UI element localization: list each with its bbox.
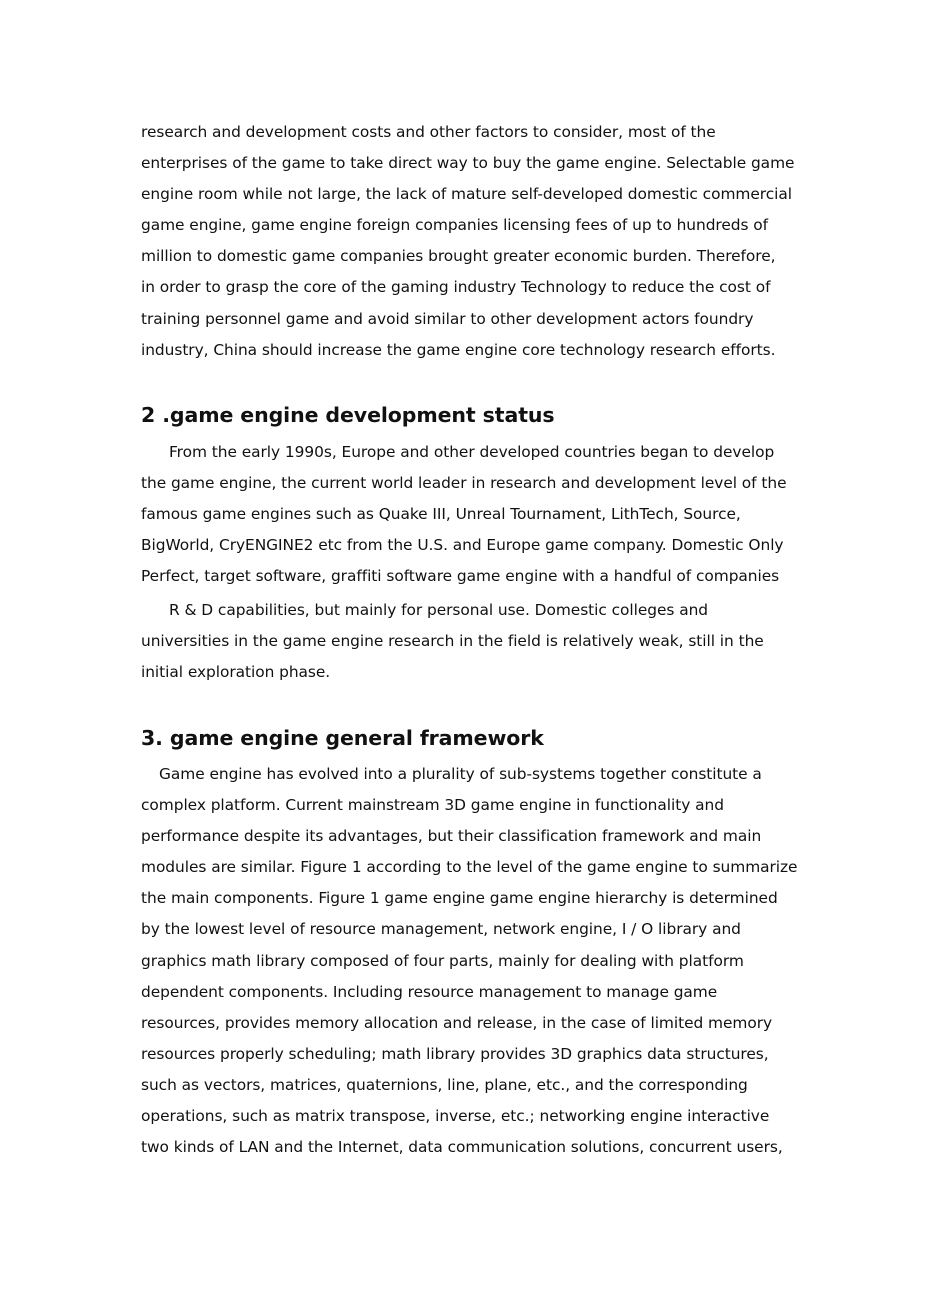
text-line: by the lowest level of resource management, network engine, I / O library and [141,920,741,938]
section-heading-general-framework: 3. game engine general framework [141,726,544,750]
text-line: initial exploration phase. [141,663,331,681]
text-line: From the early 1990s, Europe and other developed countries began to develop [169,443,775,461]
text-line: complex platform. Current mainstream 3D game engine in functionality and [141,796,724,814]
text-line: operations, such as matrix transpose, inverse, etc.; networking engine interactive [141,1107,770,1125]
text-line: training personnel game and avoid similar to other development actors foundry [141,310,754,328]
section-heading-development-status: 2 .game engine development status [141,403,555,427]
text-line: research and development costs and other factors to consider, most of the [141,123,716,141]
text-line: the game engine, the current world leader in research and development level of the [141,474,787,492]
text-line: the main components. Figure 1 game engine game engine hierarchy is determined [141,889,778,907]
text-line: two kinds of LAN and the Internet, data communication solutions, concurrent users, [141,1138,783,1156]
text-line: BigWorld, CryENGINE2 etc from the U.S. and Europe game company. Domestic Only [141,536,784,554]
text-line: performance despite its advantages, but their classification framework and main [141,827,762,845]
text-line: such as vectors, matrices, quaternions, line, plane, etc., and the corresponding [141,1076,748,1094]
text-line: Perfect, target software, graffiti software game engine with a handful of companies [141,567,780,585]
text-line: game engine, game engine foreign companies licensing fees of up to hundreds of [141,216,769,234]
text-line: million to domestic game companies brought greater economic burden. Therefore, [141,247,776,265]
text-line: universities in the game engine research in the field is relatively weak, still in the [141,632,764,650]
text-line: modules are similar. Figure 1 according to the level of the game engine to summarize [141,858,798,876]
text-line: engine room while not large, the lack of mature self-developed domestic commercial [141,185,792,203]
text-line: famous game engines such as Quake III, Unreal Tournament, LithTech, Source, [141,505,741,523]
text-line: R & D capabilities, but mainly for personal use. Domestic colleges and [169,601,709,619]
text-line: resources properly scheduling; math library provides 3D graphics data structures, [141,1045,769,1063]
text-line: Game engine has evolved into a plurality of sub-systems together constitute a [159,765,762,783]
text-line: resources, provides memory allocation and release, in the case of limited memory [141,1014,773,1032]
text-line: enterprises of the game to take direct way to buy the game engine. Selectable game [141,154,795,172]
text-line: dependent components. Including resource management to manage game [141,983,718,1001]
text-line: in order to grasp the core of the gaming industry Technology to reduce the cost of [141,278,771,296]
text-line: graphics math library composed of four parts, mainly for dealing with platform [141,952,744,970]
text-line: industry, China should increase the game engine core technology research efforts. [141,341,776,359]
